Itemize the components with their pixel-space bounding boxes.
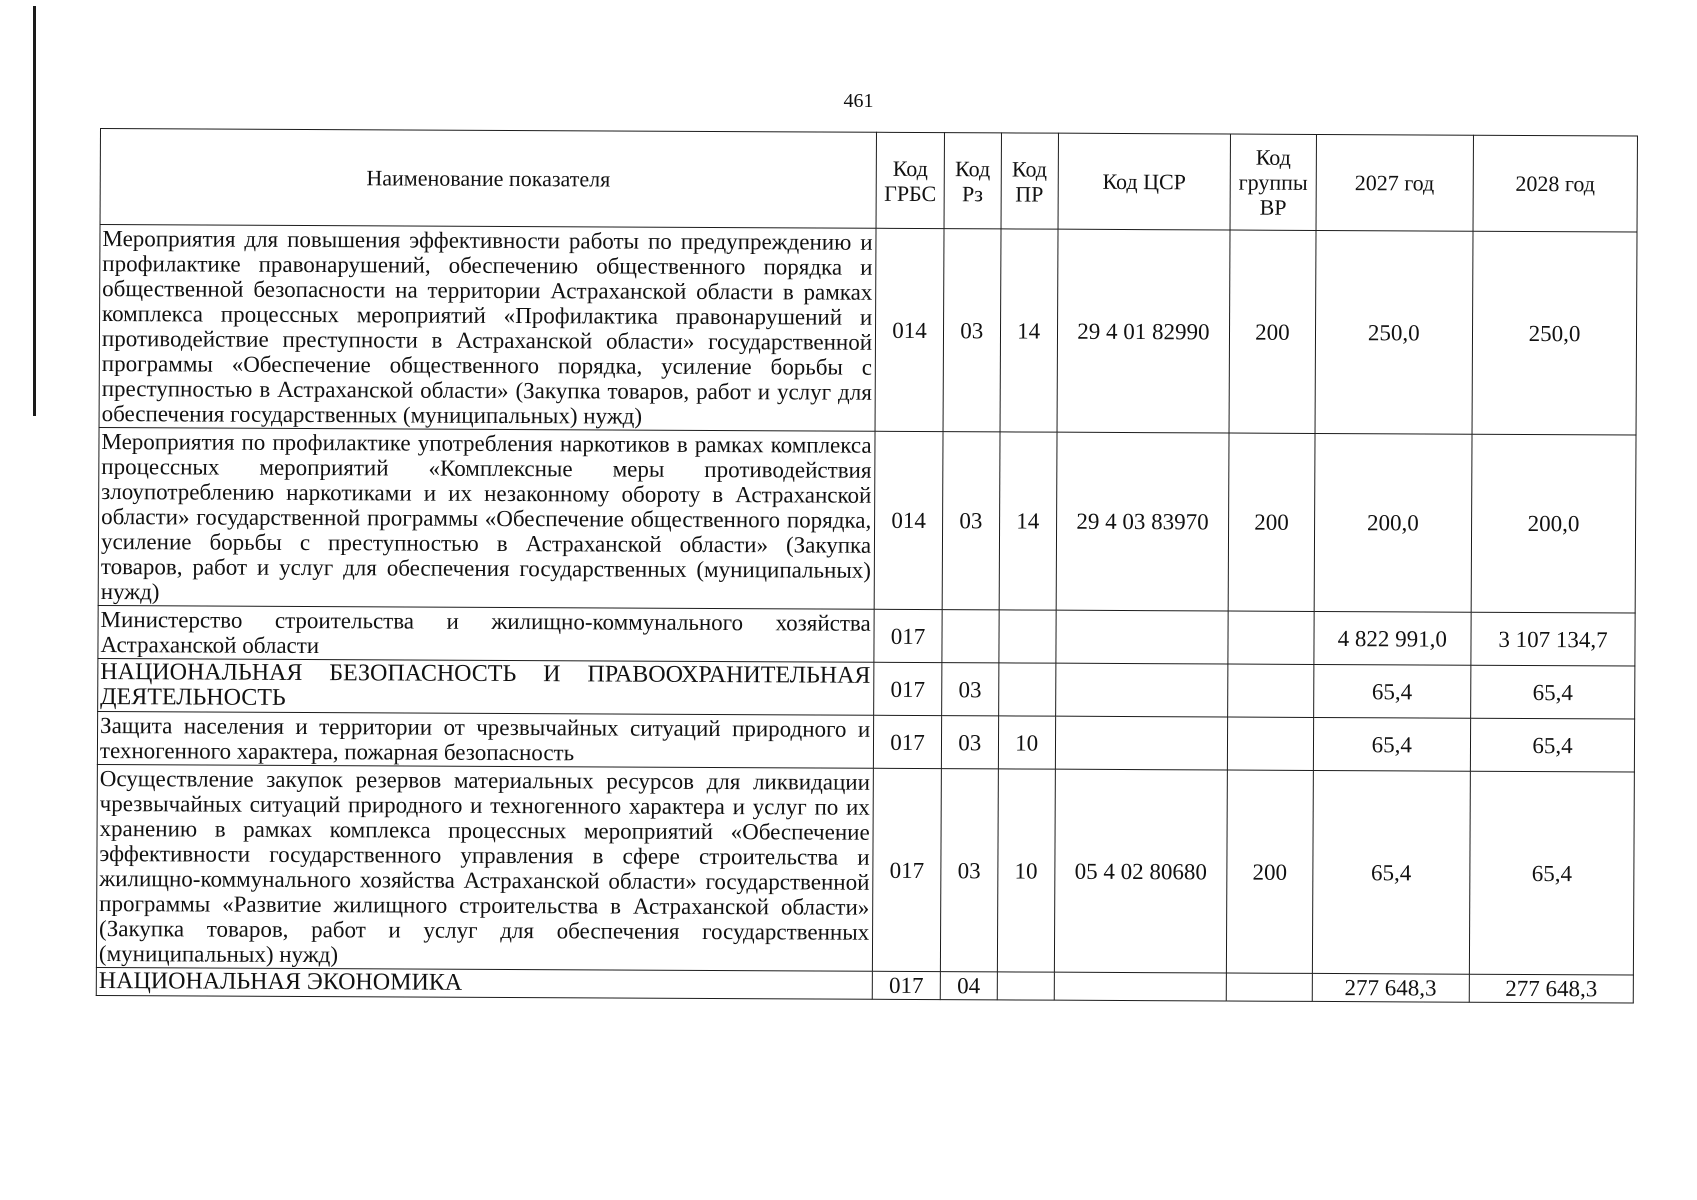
header-csr: Код ЦСР bbox=[1058, 133, 1231, 230]
row-vr bbox=[1228, 717, 1314, 770]
table-row bbox=[98, 605, 1635, 666]
budget-sheet bbox=[96, 128, 1638, 1004]
header-vr bbox=[1230, 134, 1316, 230]
header-grbs-line-1: Код bbox=[892, 155, 928, 181]
row-rz: 03 bbox=[940, 769, 998, 972]
row-pr bbox=[999, 610, 1056, 663]
row-rz: 03 bbox=[942, 663, 999, 716]
row-name: Министерство строительства и жилищно-коммунального хозяйства Астраханской области bbox=[98, 605, 874, 662]
row-2028: 250,0 bbox=[1472, 231, 1637, 435]
row-pr: 14 bbox=[999, 432, 1057, 610]
header-pr-line-1: Код bbox=[1011, 155, 1048, 182]
header-2027: 2027 год bbox=[1316, 134, 1474, 231]
row-name: Мероприятия по профилактике употребления наркотиков в рамках комплекса процессных мероприятий «Комплексные меры противодействия злоупотреблению наркотиками и их незаконному обороту в Астраханской области» государственной программы «Обеспечение общественного порядка, усиление борьбы с преступностью в Астраханской области» (Закупка товаров, работ и услуг для обеспечения государственных (муниципальных) нужд) bbox=[98, 427, 875, 609]
row-rz: 03 bbox=[942, 432, 1000, 610]
header-grbs bbox=[876, 132, 944, 228]
row-vr: 200 bbox=[1227, 770, 1313, 973]
row-2027: 200,0 bbox=[1314, 433, 1472, 612]
row-2028: 200,0 bbox=[1471, 434, 1636, 613]
row-csr: 05 4 02 80680 bbox=[1054, 769, 1228, 973]
row-grbs: 017 bbox=[874, 609, 942, 662]
row-2027: 65,4 bbox=[1312, 770, 1470, 974]
header-2028: 2028 год bbox=[1473, 135, 1637, 232]
row-vr: 200 bbox=[1229, 230, 1315, 433]
row-grbs: 017 bbox=[872, 971, 940, 999]
row-rz: 03 bbox=[943, 229, 1001, 432]
scan-margin-line bbox=[33, 6, 36, 416]
page-number: 461 bbox=[843, 90, 874, 112]
row-2028: 65,4 bbox=[1469, 771, 1634, 975]
row-vr bbox=[1228, 664, 1314, 717]
header-rz-line-2: Рз bbox=[961, 180, 984, 206]
row-vr bbox=[1228, 611, 1314, 664]
row-rz: 04 bbox=[940, 972, 997, 1000]
row-csr bbox=[1055, 716, 1228, 770]
row-pr bbox=[998, 663, 1055, 716]
row-name: НАЦИОНАЛЬНАЯ ЭКОНОМИКА bbox=[96, 967, 872, 999]
row-pr bbox=[997, 972, 1054, 1000]
row-2027: 65,4 bbox=[1313, 664, 1471, 718]
table-row bbox=[98, 427, 1636, 613]
row-grbs: 014 bbox=[874, 431, 943, 609]
header-pr bbox=[1001, 133, 1058, 229]
row-pr: 14 bbox=[1000, 229, 1058, 432]
row-rz bbox=[942, 610, 999, 663]
row-csr: 29 4 03 83970 bbox=[1056, 432, 1230, 611]
row-name: Защита населения и территории от чрезвычайных ситуаций природного и техногенного характера, пожарная безопасность bbox=[97, 711, 873, 768]
row-name: НАЦИОНАЛЬНАЯ БЕЗОПАСНОСТЬ И ПРАВООХРАНИТЕЛЬНАЯ ДЕЯТЕЛЬНОСТЬ bbox=[98, 658, 874, 715]
row-csr: 29 4 01 82990 bbox=[1057, 229, 1231, 433]
budget-table bbox=[96, 128, 1638, 1004]
row-csr bbox=[1055, 610, 1228, 664]
header-pr-line-2: ПР bbox=[1015, 180, 1044, 207]
row-2027: 250,0 bbox=[1315, 230, 1473, 434]
row-name: Мероприятия для повышения эффективности работы по предупреждению и профилактике правонарушений, обеспечению общественного порядка и общественной безопасности на территории Астраханской области в рамках комплекса процессных мероприятий «Профилактика правонарушений и противодействие преступности в Астраханской области» государственной программы «Обеспечение общественного порядка, усиление борьбы с преступностью в Астраханской области» (Закупка товаров, работ и услуг для обеспечения государственных (муниципальных) нужд) bbox=[99, 225, 876, 432]
row-grbs: 017 bbox=[873, 768, 942, 971]
header-rz-line-1: Код bbox=[955, 155, 991, 181]
row-vr: 200 bbox=[1228, 433, 1314, 611]
row-2028: 3 107 134,7 bbox=[1471, 612, 1635, 666]
table-row bbox=[97, 711, 1634, 772]
row-2027: 65,4 bbox=[1313, 717, 1471, 771]
row-pr: 10 bbox=[997, 769, 1055, 972]
header-name: Наименование показателя bbox=[100, 129, 877, 229]
header-vr-line-3: ВР bbox=[1259, 194, 1287, 220]
header-vr-line-2: группы bbox=[1238, 169, 1308, 195]
row-2028: 277 648,3 bbox=[1469, 974, 1633, 1003]
row-name: Осуществление закупок резервов материальных ресурсов для ликвидации чрезвычайных ситуаций природного и техногенного характера и услуг по их хранению в рамках комплекса процессных мероприятий «Обеспечение эффективности государственного управления в сфере строительства и жилищно-коммунального хозяйства Астраханской области» государственной программы «Развитие жилищного строительства в Астраханской области» (Закупка товаров, работ и услуг для обеспечения государственных (муниципальных) нужд) bbox=[96, 764, 873, 971]
header-grbs-line-2: ГРБС bbox=[884, 180, 937, 206]
row-vr bbox=[1227, 973, 1312, 1001]
row-2028: 65,4 bbox=[1471, 665, 1635, 719]
row-csr bbox=[1055, 663, 1228, 717]
row-grbs: 017 bbox=[874, 662, 942, 715]
row-2027: 277 648,3 bbox=[1312, 973, 1470, 1002]
table-row bbox=[96, 764, 1634, 975]
header-vr-line-1: Код bbox=[1255, 144, 1291, 170]
row-rz: 03 bbox=[941, 716, 998, 769]
row-grbs: 014 bbox=[875, 228, 944, 431]
table-row bbox=[98, 658, 1635, 719]
row-2028: 65,4 bbox=[1470, 718, 1634, 772]
row-pr: 10 bbox=[998, 716, 1055, 769]
row-grbs: 017 bbox=[874, 715, 942, 768]
header-row bbox=[100, 129, 1637, 233]
table-row bbox=[99, 225, 1637, 436]
row-csr bbox=[1054, 972, 1227, 1001]
row-2027: 4 822 991,0 bbox=[1313, 611, 1471, 665]
header-rz bbox=[944, 133, 1001, 229]
